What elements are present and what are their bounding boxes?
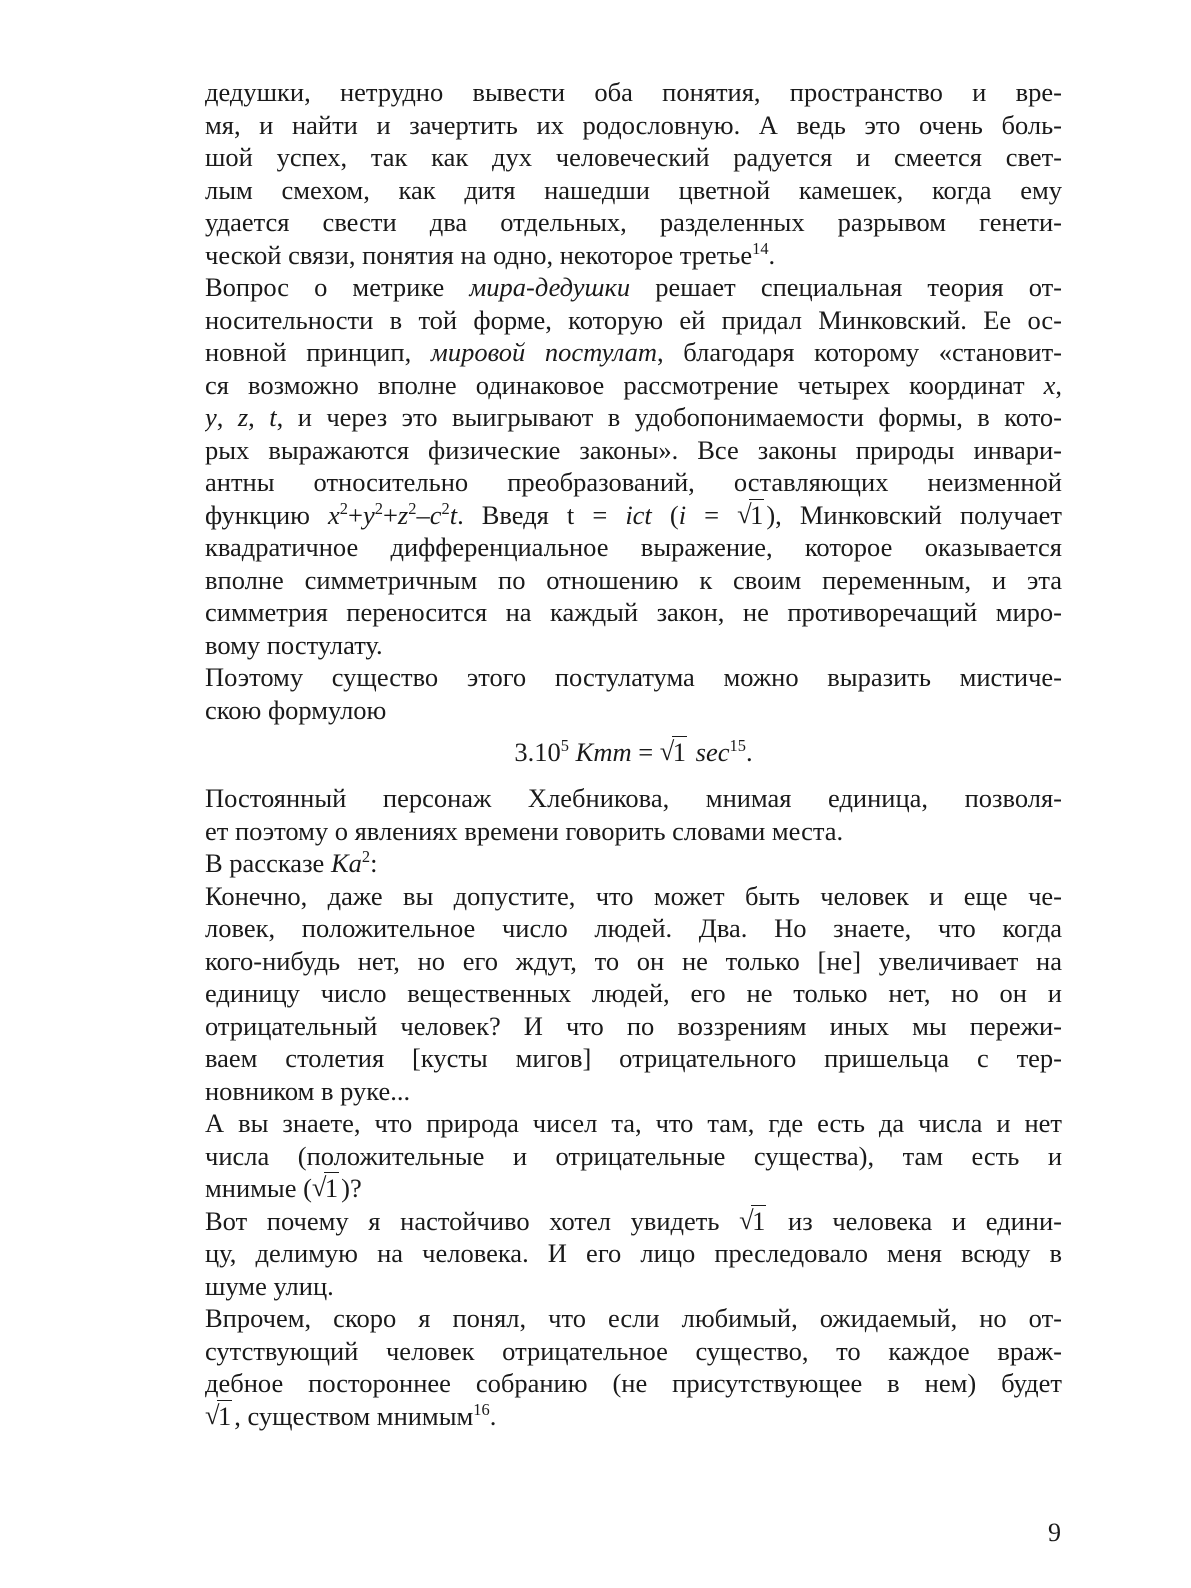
text-line: Вот почему я настойчиво хотел увидеть √ 1 из человека и едини- <box>205 1205 1062 1238</box>
text-line: сутствующий человек отрицательное существо, то каждое враж- <box>205 1335 1062 1366</box>
paragraph <box>205 271 1062 661</box>
text-line: функцию $x^2+y^2+z^2-c^2t$. Введя t = ict (i = √ 1 ), Минковский получает <box>205 499 1062 532</box>
text-line: новной принцип, мировой постулат, благодаря которому «становит- <box>205 337 1062 367</box>
text-line: √ 1 , существом мнимым$^{16}$. <box>205 1400 1062 1433</box>
text-line: отрицательный человек? И что по воззрениям иных мы пережи- <box>205 1010 1062 1041</box>
text-line: y, z, t, и через это выигрывают в удобопонимаемости формы, в кото- <box>205 402 1062 432</box>
text-line: ся возможно вполне одинаковое рассмотрение четырех координат x, <box>205 369 1062 400</box>
footnote-ref: 16 <box>473 1399 490 1419</box>
text-line: дедушки, нетрудно вывести оба понятия, пространство и вре- <box>205 77 1062 107</box>
body-text <box>205 76 1062 1432</box>
page-number: 9 <box>1048 1518 1061 1547</box>
sqrt-symbol: √ 1 <box>205 1400 234 1433</box>
text-line: удается свести два отдельных, разделенных разрывом генети- <box>205 207 1062 237</box>
text-line: антны относительно преобразований, оставляющих неизменной <box>205 467 1062 497</box>
text-line: симметрия переносится на каждый закон, не противоречащий миро- <box>205 597 1062 627</box>
sqrt-symbol: √ 1 <box>737 499 766 532</box>
text-line: лым смехом, как дитя нашедши цветной камешек, когда ему <box>205 174 1062 205</box>
text-line: Конечно, даже вы допустите, что может быть человек и еще че- <box>205 880 1062 911</box>
text-line: В рассказе Ka$^2$: <box>205 846 378 878</box>
paragraph <box>205 782 1062 847</box>
text-line: ческой связи, понятия на одно, некоторое третье$^{14}$. <box>205 238 776 270</box>
paragraph <box>205 661 1062 726</box>
text-line: квадратичное дифференциальное выражение, которое оказывается <box>205 532 1062 562</box>
text-line: шуме улиц. <box>205 1270 334 1301</box>
text-line: А вы знаете, что природа чисел та, что там, где есть да числа и нет <box>205 1108 1062 1138</box>
text-line: числа (положительные и отрицательные существа), там есть и <box>205 1140 1062 1171</box>
sqrt-symbol: √ 1 <box>739 1205 768 1238</box>
text-line: вому постулату. <box>205 629 383 660</box>
text-line: ловек, положительное число людей. Два. Но знаете, что когда <box>205 913 1062 943</box>
text-line: цу, делимую на человека. И его лицо преследовало меня всюду в <box>205 1238 1062 1268</box>
text-line: Вопрос о метрике мира-дедушки решает специальная теория от- <box>205 272 1062 302</box>
paragraph <box>205 76 1062 271</box>
text-line: новником в руке... <box>205 1075 411 1106</box>
text-line: Постоянный персонаж Хлебникова, мнимая единица, позволя- <box>205 783 1062 813</box>
text-line: мнимые (√ 1 )? <box>205 1172 1062 1205</box>
text-line: кого-нибудь нет, но его ждут, то он не только [не] увеличивает на <box>205 945 1062 976</box>
text-line: Поэтому существо этого постулатума можно выразить мистиче- <box>205 662 1062 692</box>
formula: 3.10$^5$ Kmm = √ 1 $\sec^{15}$. <box>205 730 1062 774</box>
sqrt-symbol: √ 1 <box>660 730 689 774</box>
text-line: ваем столетия [кусты мигов] отрицательного пришельца с тер- <box>205 1043 1062 1073</box>
text-line: Впрочем, скоро я понял, что если любимый, ожидаемый, но от- <box>205 1303 1062 1333</box>
footnote-ref: 15 <box>729 735 746 755</box>
quotation <box>205 880 1062 1433</box>
text-line: ет поэтому о явлениях времени говорить словами места. <box>205 815 844 846</box>
text-line: шой успех, так как дух человеческий радуется и смеется свет- <box>205 142 1062 172</box>
text-line: дебное постороннее собранию (не присутствующее в нем) будет <box>205 1368 1062 1398</box>
text-line: носительности в той форме, которую ей придал Минковский. Ее ос- <box>205 304 1062 335</box>
text-line: единицу число вещественных людей, его не только нет, но он и <box>205 978 1062 1008</box>
footnote-ref: 14 <box>752 238 769 258</box>
text-line: мя, и найти и зачертить их родословную. А ведь это очень боль- <box>205 109 1062 140</box>
sqrt-symbol: √ 1 <box>312 1172 341 1205</box>
text-line: рых выражаются физические законы». Все законы природы инвари- <box>205 434 1062 465</box>
text-line: скою формулою <box>205 694 387 725</box>
paragraph <box>205 847 1062 880</box>
text-line: вполне симметричным по отношению к своим переменным, и эта <box>205 564 1062 595</box>
